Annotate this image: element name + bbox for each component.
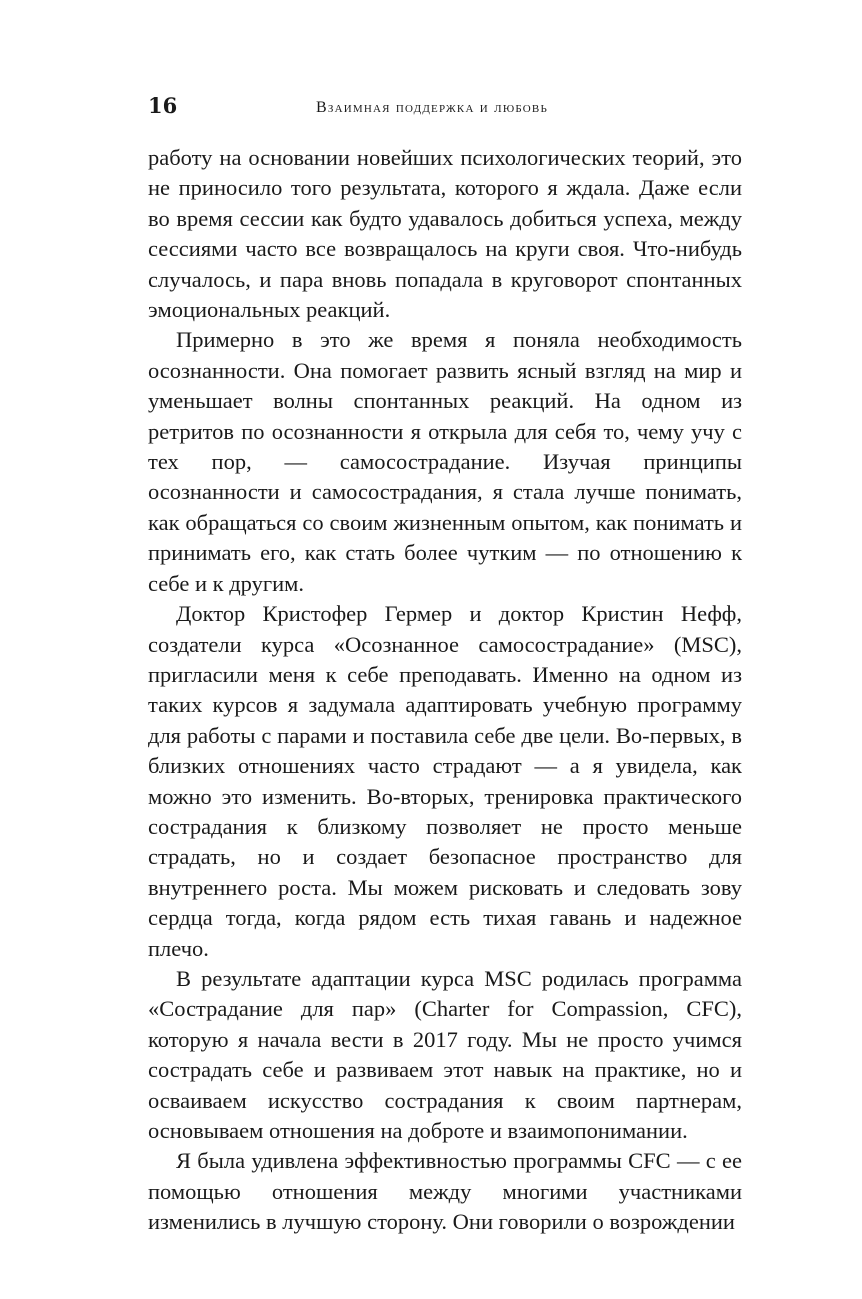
body-text (148, 143, 742, 1238)
paragraph: Доктор Кристофер Гермер и доктор Кристин Нефф, создатели курса «Осознанное самосострадание» (MSC), пригласили меня к себе преподавать. Именно на одном из таких курсов я задумала адаптировать учебную программу для работы с парами и поставила себе две цели. Во-первых, в близких отношениях часто страдают — а я увидела, как можно это изменить. Во-вторых, тренировка практического сострадания к близкому позволяет не просто меньше страдать, но и создает безопасное пространство для внутреннего роста. Мы можем рисковать и следовать зову сердца тогда, когда рядом есть тихая гавань и надежное плечо. (148, 601, 742, 961)
page-header (148, 92, 741, 122)
page-number: 16 (148, 93, 178, 118)
paragraph: работу на основании новейших психологических теорий, это не приносило того результата, которого я ждала. Даже если во время сессии как будто удавалось добиться успеха, между сессиями часто все возвращалось на круги своя. Что-нибудь случалось, и пара вновь попадала в круговорот спонтанных эмоциональных реакций. (148, 145, 742, 323)
running-title: Взаимная поддержка и любовь (316, 99, 548, 116)
paragraph: В результате адаптации курса MSC родилась программа «Сострадание для пар» (Charter for Compassion, CFC), которую я начала вести в 2017 году. Мы не просто учимся сострадать себе и развиваем этот навык на практике, но и осваиваем искусство сострадания к своим партнерам, основываем отношения на доброте и взаимопонимании. (148, 965, 742, 1143)
paragraph: Я была удивлена эффективностью программы CFC — с ее помощью отношения между многими участниками изменились в лучшую сторону. Они говорили о возрождении (148, 1148, 742, 1235)
paragraph: Примерно в это же время я поняла необходимость осознанности. Она помогает развить ясный взгляд на мир и уменьшает волны спонтанных реакций. На одном из ретритов по осознанности я открыла для себя то, чему учу с тех пор, — самосострадание. Изучая принципы осознанности и самосострадания, я стала лучше понимать, как обращаться со своим жизненным опытом, как понимать и принимать его, как стать более чутким — по отношению к себе и к другим. (148, 327, 742, 596)
